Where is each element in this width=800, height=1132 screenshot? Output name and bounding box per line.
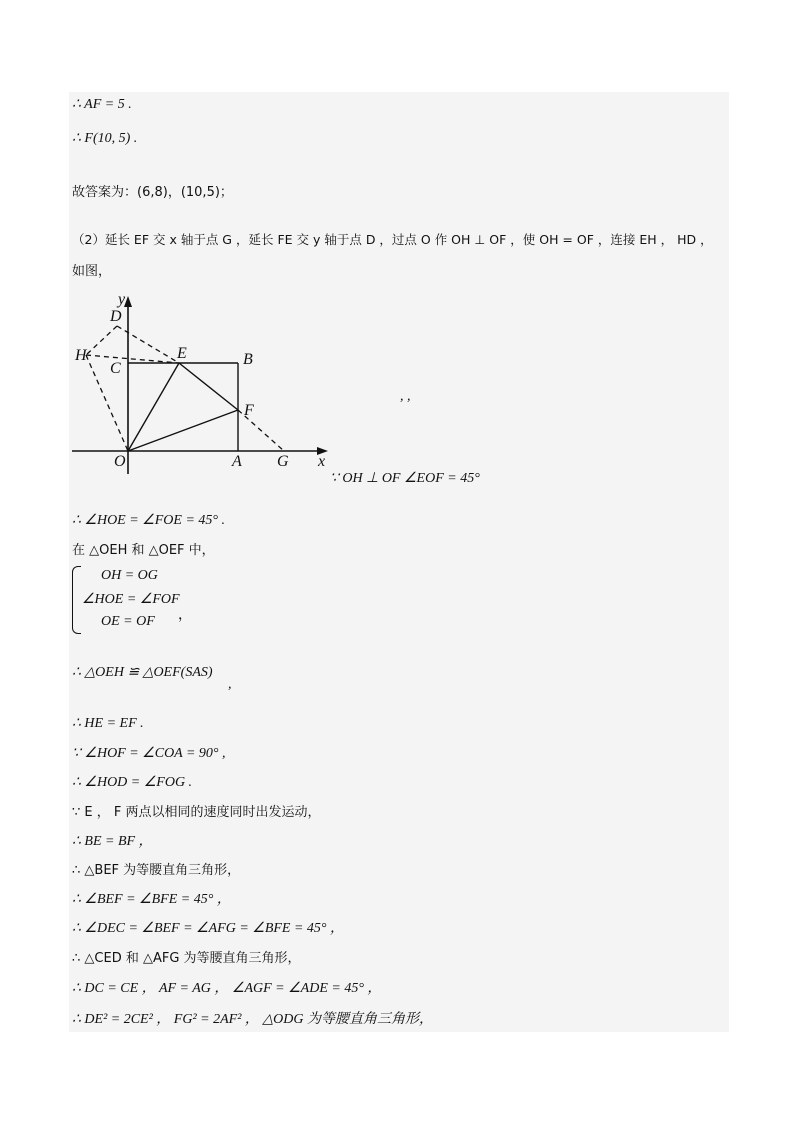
label-g: G xyxy=(277,453,289,470)
line-angle-bef-bfe: ∴ ∠BEF = ∠BFE = 45° ， xyxy=(72,892,231,907)
geometry-figure xyxy=(72,288,342,476)
orphan-commas: , , xyxy=(400,389,411,404)
label-c: C xyxy=(110,360,121,377)
system-eq-3: OE = OF xyxy=(101,614,155,629)
line-he-equals-ef: ∴ HE = EF . xyxy=(72,716,144,731)
label-o: O xyxy=(114,453,126,470)
label-h: H xyxy=(75,347,87,364)
label-e: E xyxy=(177,345,187,362)
line-as-figure: 如图， xyxy=(72,264,112,279)
system-eq-2: ∠HOE = ∠FOF xyxy=(82,592,180,607)
line-angle-chain: ∴ ∠DEC = ∠BEF = ∠AFG = ∠BFE = 45° ， xyxy=(72,921,345,936)
line-dc-ce-af-ag: ∴ DC = CE ， AF = AG ， ∠AGF = ∠ADE = 45° ， xyxy=(72,981,382,996)
line-de-squared: ∴ DE² = 2CE² ， FG² = 2AF² ， △ODG 为等腰直角三角形， xyxy=(72,1012,434,1027)
triangle-oef xyxy=(128,363,238,451)
label-y: y xyxy=(118,291,126,308)
label-f: F xyxy=(244,402,254,419)
line-be-equals-bf: ∴ BE = BF ， xyxy=(72,834,153,849)
line-congruence-sas: ∴ △OEH ≌ △OEF(SAS) xyxy=(72,665,213,680)
label-x: x xyxy=(318,453,326,470)
line-oh-perp-of: ∵ OH ⊥ OF ∠EOF = 45° xyxy=(330,471,480,486)
line-same-speed: ∵ E ， F 两点以相同的速度同时出发运动， xyxy=(72,805,321,820)
label-a: A xyxy=(232,453,242,470)
system-brace xyxy=(72,566,81,634)
label-b: B xyxy=(243,351,253,368)
system-eq-1: OH = OG xyxy=(101,568,158,583)
line-point-f: ∴ F(10, 5) . xyxy=(72,131,138,146)
line-in-triangles: 在 △OEH 和 △OEF 中， xyxy=(72,543,215,558)
line-ced-afg-isosceles: ∴ △CED 和 △AFG 为等腰直角三角形， xyxy=(72,951,301,966)
label-d: D xyxy=(110,308,122,325)
congruence-comma: , xyxy=(228,677,232,692)
square-oabc xyxy=(128,363,238,451)
line-answer: 故答案为：(6,8)，(10,5)； xyxy=(72,185,233,200)
line-angle-hof-coa: ∵ ∠HOF = ∠COA = 90° , xyxy=(72,746,226,761)
line-angle-hod-fog: ∴ ∠HOD = ∠FOG . xyxy=(72,775,193,790)
line-bef-isosceles: ∴ △BEF 为等腰直角三角形， xyxy=(72,863,241,878)
line-angle-hoe-foe: ∴ ∠HOE = ∠FOE = 45° . xyxy=(72,513,225,528)
line-af-equals-5: ∴ AF = 5 . xyxy=(72,97,132,112)
system-comma: ， xyxy=(178,608,192,623)
line-part-2-construction: （2）延长 EF 交 x 轴于点 G ，延长 FE 交 y 轴于点 D ，过点 O 作 OH ⊥ OF ，使 OH = OF ，连接 EH ， HD ， xyxy=(72,232,713,247)
